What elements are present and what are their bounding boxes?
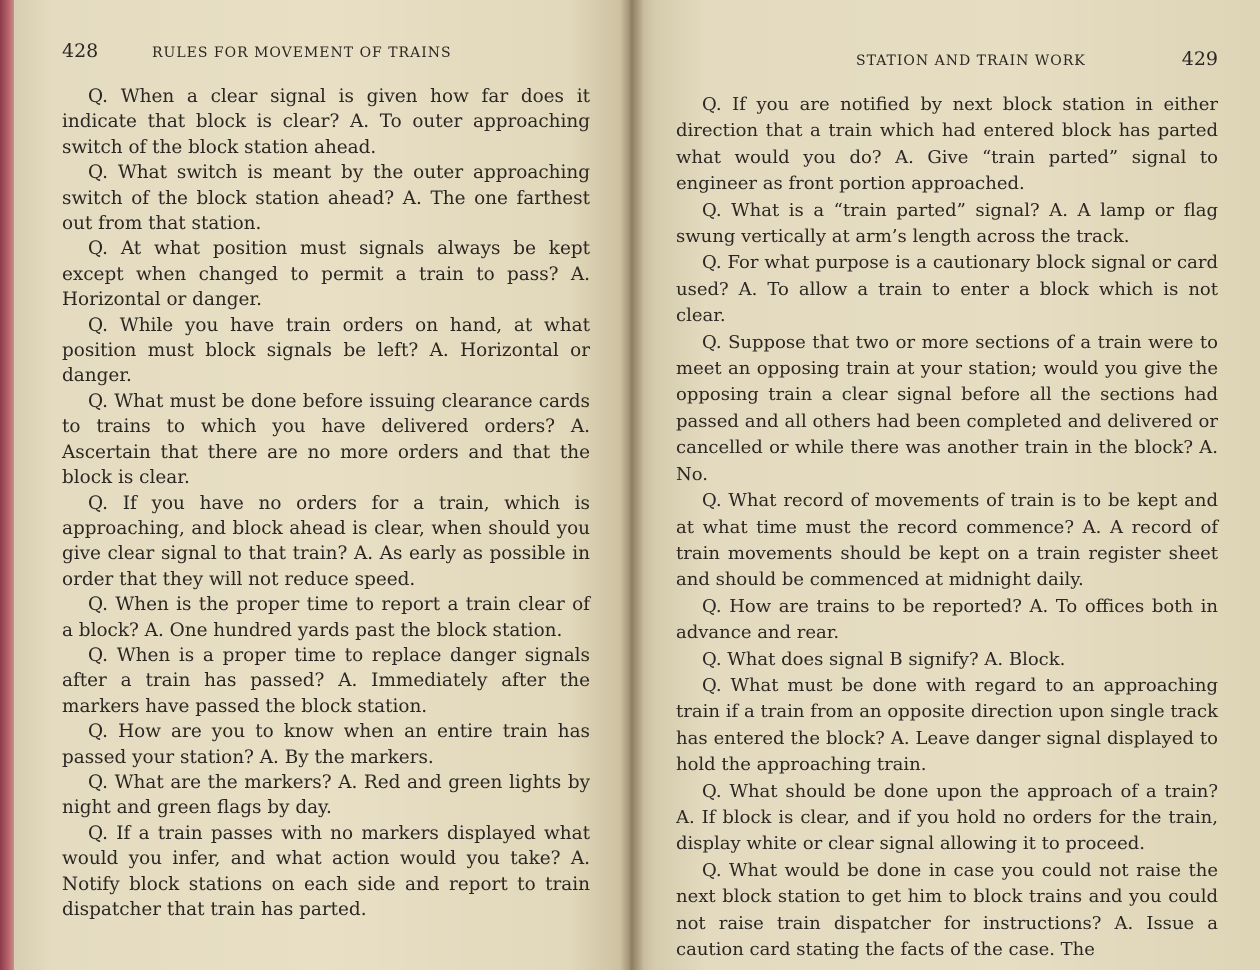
qa-paragraph: Q. When a clear signal is given how far does it indicate that block is clear? A. To outer approaching switch of the block station ahead. (62, 86, 590, 158)
qa-paragraph: Q. What would be done in case you could not raise the next block station to get him to block trains and you could not raise train dispatcher for instructions? A. Issue a caution card stating the facts of the case. The (676, 859, 1218, 960)
book-gutter (620, 0, 644, 970)
page-number: 429 (1181, 48, 1218, 70)
page-number: 428 (62, 40, 99, 62)
qa-paragraph: Q. If you are notified by next block station in either direction that a train which had entered block has parted what would you do? A. Give “train parted” signal to engineer as front portion approached. (676, 94, 1218, 195)
running-head: RULES FOR MOVEMENT OF TRAINS (152, 45, 452, 61)
left-page (14, 0, 630, 970)
qa-paragraph: Q. Suppose that two or more sections of a train were to meet an opposing train at your station; would you give the opposing train a clear signal before all the sections had passed and all others had been completed and delivered or cancelled or while there was another train in the block? A. No. (676, 331, 1218, 485)
right-page (630, 0, 1260, 970)
qa-paragraph: Q. While you have train orders on hand, at what position must block signals be left? A. Horizontal or danger. (62, 314, 590, 387)
right-page-header (676, 40, 1218, 82)
qa-paragraph: Q. What does signal B signify? A. Block. (702, 648, 1066, 670)
qa-paragraph: Q. What must be done before issuing clearance cards to trains to which you have delivered orders? A. Ascertain that there are no more orders and that the block is clear. (62, 390, 590, 489)
qa-paragraph: Q. How are trains to be reported? A. To offices both in advance and rear. (676, 595, 1218, 644)
left-page-text (62, 84, 590, 922)
right-page-text (676, 92, 1218, 963)
qa-paragraph: Q. What record of movements of train is to be kept and at what time must the record commence? A. A record of train movements should be kept on a train register sheet and should be commenced at midnight daily. (676, 490, 1218, 591)
qa-paragraph: Q. If a train passes with no markers displayed what would you infer, and what action would you take? A. Notify block stations on each side and report to train dispatcher that train has parted. (62, 822, 590, 920)
qa-paragraph: Q. When is the proper time to report a train clear of a block? A. One hundred yards past the block station. (62, 594, 590, 641)
qa-paragraph: Q. For what purpose is a cautionary block signal or card used? A. To allow a train to enter a block which is not clear. (676, 252, 1218, 327)
qa-paragraph: Q. What should be done upon the approach of a train? A. If block is clear, and if you hold no orders for the train, display white or clear signal allowing it to proceed. (676, 780, 1218, 855)
qa-paragraph: Q. What are the markers? A. Red and green lights by night and green flags by day. (62, 771, 590, 819)
running-head: STATION AND TRAIN WORK (856, 53, 1086, 69)
qa-paragraph: Q. What must be done with regard to an approaching train if a train from an opposite direction upon single track has entered the block? A. Leave danger signal displayed to hold the approaching train. (676, 674, 1218, 776)
qa-paragraph: Q. If you have no orders for a train, which is approaching, and block ahead is clear, when should you give clear signal to that train? A. As early as possible in order that they will not reduce speed. (62, 492, 590, 590)
qa-paragraph: Q. What is a “train parted” signal? A. A lamp or flag swung vertically at arm’s length across the track. (676, 199, 1218, 248)
qa-paragraph: Q. When is a proper time to replace danger signals after a train has passed? A. Immediately after the markers have passed the block station. (62, 644, 590, 717)
qa-paragraph: Q. At what position must signals always be kept except when changed to permit a train to pass? A. Horizontal or danger. (62, 238, 590, 311)
left-page-header (62, 40, 590, 74)
qa-paragraph: Q. How are you to know when an entire train has passed your station? A. By the markers. (62, 721, 590, 768)
qa-paragraph: Q. What switch is meant by the outer approaching switch of the block station ahead? A. The one farthest out from that station. (62, 162, 590, 235)
